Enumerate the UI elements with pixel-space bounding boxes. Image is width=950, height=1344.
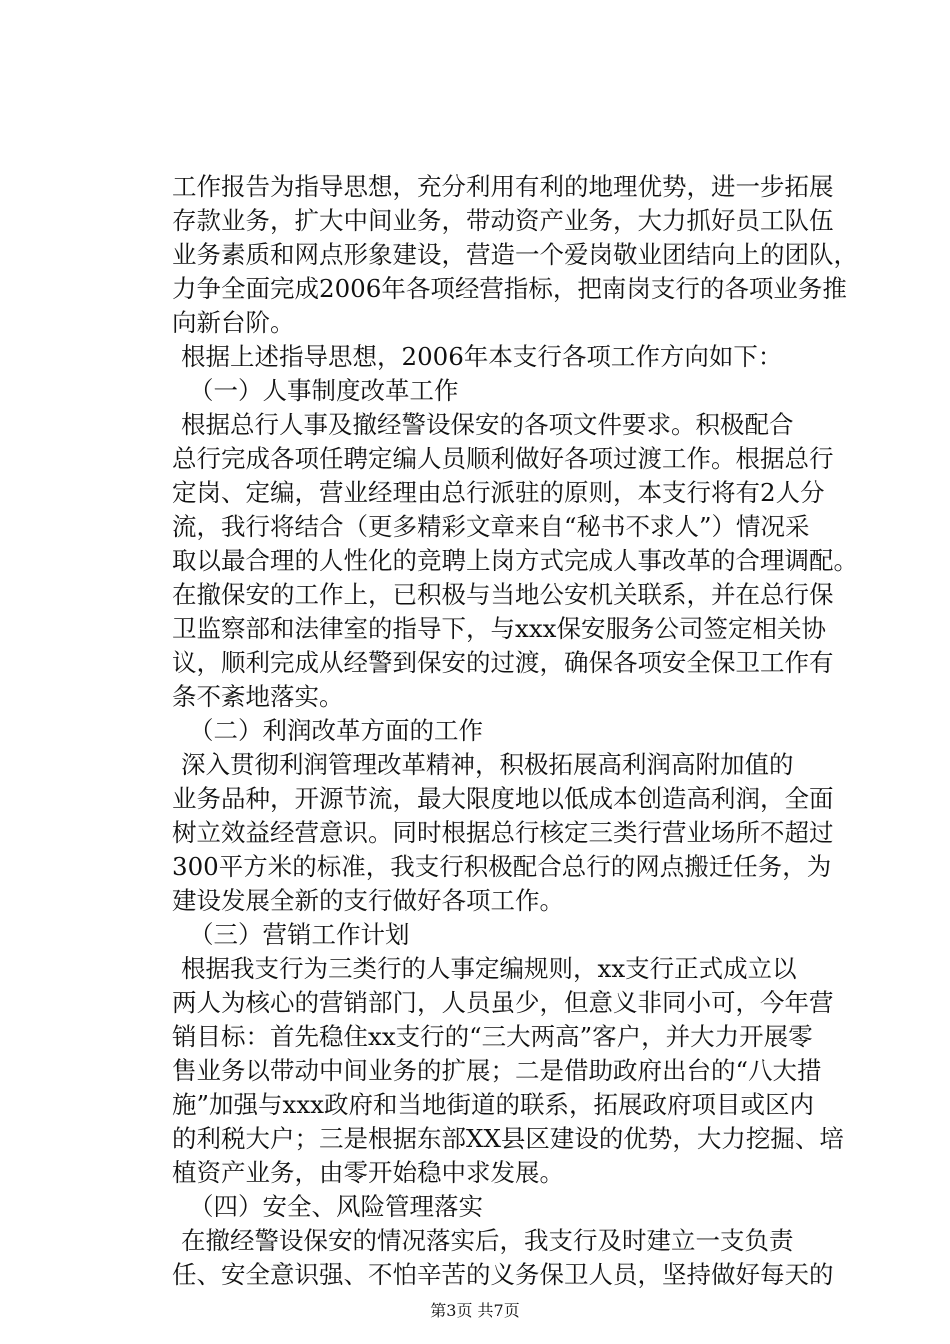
text-line: 在撤保安的工作上，已积极与当地公安机关联系，并在总行保: [172, 580, 834, 609]
text-line: 售业务以带动中间业务的扩展；二是借助政府出台的“八大措: [172, 1056, 822, 1085]
text-line: 议，顺利完成从经警到保安的过渡，确保各项安全保卫工作有: [172, 648, 834, 677]
text-line: 的利税大户；三是根据东部XX县区建设的优势，大力挖掘、培: [172, 1124, 844, 1153]
text-line: 建设发展全新的支行做好各项工作。: [172, 886, 564, 915]
text-line: 总行完成各项任聘定编人员顺利做好各项过渡工作。根据总行: [172, 444, 834, 473]
text-line: 施”加强与xxx政府和当地街道的联系，拓展政府项目或区内: [172, 1090, 814, 1119]
text-line: 任、安全意识强、不怕辛苦的义务保卫人员，坚持做好每天的: [172, 1260, 834, 1289]
section-heading: （一）人事制度改革工作: [189, 376, 459, 405]
body-text: [172, 170, 858, 1292]
text-line: 卫监察部和法律室的指导下，与xxx保安服务公司签定相关协: [172, 614, 826, 643]
text-line: 树立效益经营意识。同时根据总行核定三类行营业场所不超过: [172, 818, 834, 847]
section-heading: （二）利润改革方面的工作: [189, 716, 483, 745]
text-line: 植资产业务，由零开始稳中求发展。: [172, 1158, 564, 1187]
text-line: 力争全面完成2006年各项经营指标，把南岗支行的各项业务推: [172, 274, 847, 303]
text-line: 两人为核心的营销部门，人员虽少，但意义非同小可，今年营: [172, 988, 834, 1017]
text-line: 销目标：首先稳住xx支行的“三大两高”客户，并大力开展零: [172, 1022, 813, 1051]
text-line: 存款业务，扩大中间业务，带动资产业务，大力抓好员工队伍: [172, 206, 834, 235]
section-heading: （四）安全、风险管理落实: [189, 1192, 483, 1221]
text-line: 业务素质和网点形象建设，营造一个爱岗敬业团结向上的团队，: [172, 240, 858, 269]
text-line: 根据我支行为三类行的人事定编规则，xx支行正式成立以: [181, 954, 797, 983]
text-line: 条不紊地落实。: [172, 682, 344, 711]
text-line: 向新台阶。: [172, 308, 295, 337]
text-line: 根据总行人事及撤经警设保安的各项文件要求。积极配合: [181, 410, 794, 439]
text-line: 流，我行将结合（更多精彩文章来自“秘书不求人”）情况采: [172, 512, 810, 541]
text-line: 300平方米的标准，我支行积极配合总行的网点搬迁任务，为: [172, 852, 832, 881]
text-line: 根据上述指导思想，2006年本支行各项工作方向如下：: [181, 342, 783, 371]
text-line: 深入贯彻利润管理改革精神，积极拓展高利润高附加值的: [181, 750, 794, 779]
text-line: 工作报告为指导思想，充分利用有利的地理优势，进一步拓展: [172, 172, 834, 201]
text-line: 业务品种，开源节流，最大限度地以低成本创造高利润，全面: [172, 784, 834, 813]
text-line: 在撤经警设保安的情况落实后，我支行及时建立一支负责: [181, 1226, 794, 1255]
section-heading: （三）营销工作计划: [189, 920, 410, 949]
page-footer: 第3页 共7页: [430, 1301, 520, 1320]
text-line: 取以最合理的人性化的竞聘上岗方式完成人事改革的合理调配。: [172, 546, 858, 575]
text-line: 定岗、定编，营业经理由总行派驻的原则，本支行将有2人分: [172, 478, 825, 507]
